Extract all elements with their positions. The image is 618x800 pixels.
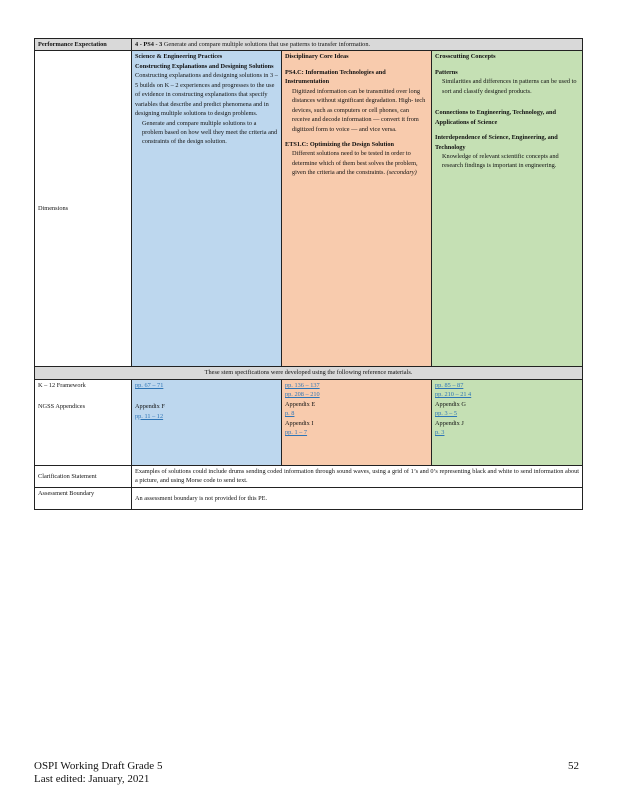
dci-heading: Disciplinary Core Ideas — [285, 53, 349, 61]
dci-sub-ets1c: ETS1.C: Optimizing the Design Solution — [285, 140, 394, 148]
ccc-sub-connections: Connections to Engineering, Technology, and Applications of Science — [435, 109, 557, 126]
ccc-appendix-j-link[interactable]: p. 3 — [435, 429, 445, 437]
clarification-text: Examples of solutions could include drums sending coded information through sound waves, using a grid of 1’s and 0’s representing black and white to send information about a picture, and using Morse code to send text. — [132, 465, 583, 487]
pe-cell — [132, 39, 583, 51]
clarification-row — [35, 465, 583, 487]
dci-appendix-i: Appendix I — [285, 419, 314, 427]
dci-appendix-i-link[interactable]: pp. 1 – 7 — [285, 429, 308, 437]
ccc-cell — [432, 51, 583, 367]
developed-note: These stem specifications were developed using the following reference materials. — [35, 367, 583, 379]
references-row — [35, 379, 583, 465]
dci-bullet-ets1c — [285, 149, 428, 177]
ccc-refs — [432, 379, 583, 465]
framework-label: K – 12 Framework — [38, 381, 86, 389]
assessment-text: An assessment boundary is not provided for this PE. — [132, 487, 583, 509]
standards-table — [34, 38, 583, 510]
ccc-bullet-knowledge: Knowledge of relevant scientific concepts and research findings is important in engineering. — [442, 152, 559, 170]
dci-bullet-ets1c-text: Different solutions need to be tested in order to determine which of them best solves the problem, given the criteria and the constraints. — [292, 150, 418, 177]
ccc-sub-interdependence: Interdependence of Science, Engineering, and Technology — [435, 134, 558, 151]
references-labels — [35, 379, 132, 465]
sep-body: Constructing explanations and designing solutions in 3 – 5 builds on K – 2 experiences and progresses to the use of evidence in constructing explanations that specify variables that describe and predict phenomena and in designing multiple solutions to design problems. — [135, 72, 278, 118]
sep-cell — [132, 51, 282, 367]
ccc-framework-link-2[interactable]: pp. 210 – 21 4 — [435, 391, 472, 399]
sep-bullet: Generate and compare multiple solutions to a problem based on how well they meet the criteria and constraints of the design solution. — [142, 119, 278, 146]
footer-edited-line: Last edited: January, 2021 — [34, 773, 150, 786]
page-footer — [34, 760, 162, 786]
pe-code: 4 - PS4 - 3 — [135, 41, 163, 48]
sep-appendix-link[interactable]: pp. 11 – 12 — [135, 412, 164, 420]
sep-heading: Science & Engineering Practices — [135, 53, 223, 61]
developed-note-row — [35, 367, 583, 379]
ccc-sub-patterns: Patterns — [435, 68, 458, 76]
sep-refs — [132, 379, 282, 465]
dci-cell — [282, 51, 432, 367]
assessment-label: Assessment Boundary — [35, 487, 132, 509]
clarification-label: Clarification Statement — [35, 465, 132, 487]
performance-expectation-row — [35, 39, 583, 51]
ccc-heading: Crosscutting Concepts — [435, 53, 496, 61]
ccc-bullet-patterns: Similarities and differences in patterns can be used to sort and classify designed products. — [442, 78, 577, 95]
sep-subheading: Constructing Explanations and Designing Solutions — [135, 62, 274, 70]
dci-bullet-ps4c: Digitized information can be transmitted over long distances without significant degradation. High- tech devices, such as computers or cell phones, can receive and decode information — convert it from digitized form to voice — and vice versa. — [292, 87, 426, 133]
dci-sub-ps4c: PS4.C: Information Technologies and Instrumentation — [285, 68, 386, 86]
dci-framework-link-2[interactable]: pp. 208 – 210 — [285, 391, 320, 399]
assessment-row — [35, 487, 583, 509]
dci-secondary: (secondary) — [386, 169, 417, 177]
pe-text: Generate and compare multiple solutions that use patterns to transfer information. — [163, 41, 371, 48]
ccc-framework-link-1[interactable]: pp. 85 – 87 — [435, 381, 464, 389]
sep-framework-link[interactable]: pp. 67 – 71 — [135, 381, 164, 389]
dci-appendix-e: Appendix E — [285, 400, 316, 408]
dimensions-label: Dimensions — [35, 51, 132, 367]
dci-framework-link-1[interactable]: pp. 136 – 137 — [285, 381, 320, 389]
ngss-label: NGSS Appendices — [38, 403, 86, 411]
sep-appendix: Appendix F — [135, 403, 165, 411]
pe-label: Performance Expectation — [35, 39, 132, 51]
ccc-appendix-j: Appendix J — [435, 419, 464, 427]
ccc-appendix-g-link[interactable]: pp. 3 – 5 — [435, 410, 458, 418]
page-number: 52 — [568, 760, 579, 772]
ccc-appendix-g: Appendix G — [435, 400, 466, 408]
footer-draft-line: OSPI Working Draft Grade 5 — [34, 760, 163, 772]
dci-refs — [282, 379, 432, 465]
dci-appendix-e-link[interactable]: p. 8 — [285, 410, 295, 418]
dimensions-row — [35, 51, 583, 367]
